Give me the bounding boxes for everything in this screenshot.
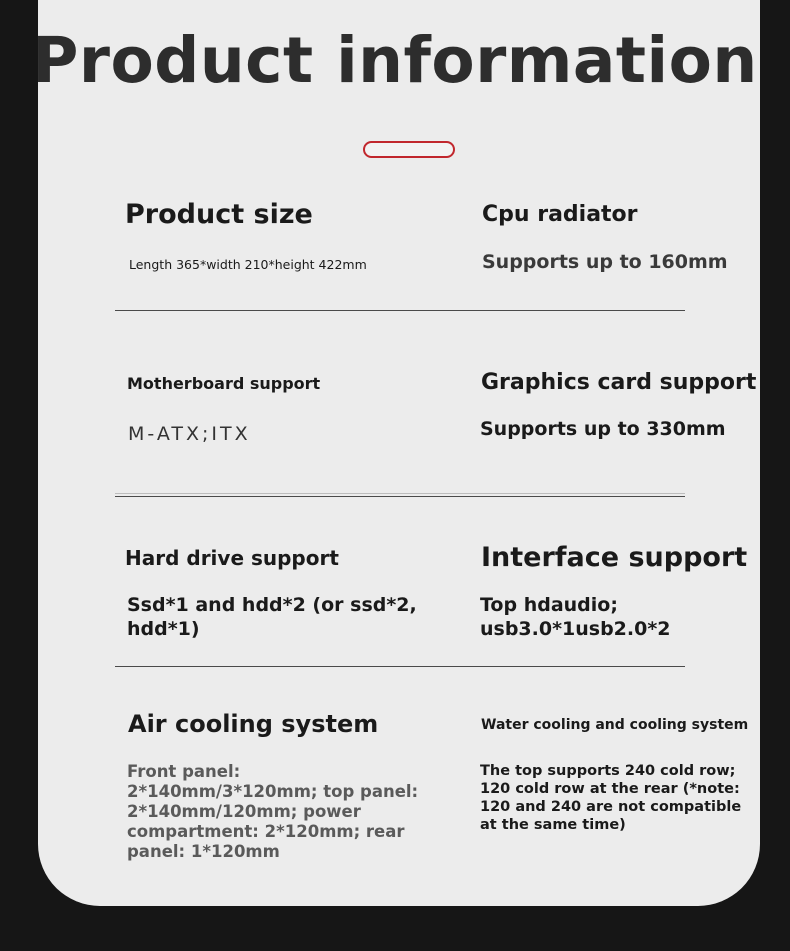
product-size-label: Product size	[125, 199, 313, 230]
hard-drive-label: Hard drive support	[125, 546, 339, 570]
product-size-value: Length 365*width 210*height 422mm	[129, 257, 367, 272]
interface-value: Top hdaudio; usb3.0*1usb2.0*2	[480, 594, 671, 640]
divider-2a	[115, 493, 685, 494]
water-cooling-label: Water cooling and cooling system	[481, 717, 749, 733]
title-divider-pill	[363, 141, 455, 158]
motherboard-label: Motherboard support	[127, 374, 321, 393]
divider-3	[115, 666, 685, 667]
air-cooling-value: Front panel: 2*140mm/3*120mm; top panel: 2*140mm/120mm; power compartment: 2*120mm; rear panel: 1*120mm	[127, 762, 419, 861]
cpu-radiator-value: Supports up to 160mm	[482, 251, 728, 273]
cpu-radiator-label: Cpu radiator	[482, 202, 638, 227]
motherboard-value: M-ATX;ITX	[128, 423, 251, 445]
hard-drive-value: Ssd*1 and hdd*2 (or ssd*2, hdd*1)	[127, 594, 417, 640]
divider-1	[115, 310, 685, 311]
graphics-label: Graphics card support	[481, 370, 757, 395]
page-title: Product information	[32, 24, 758, 97]
interface-label: Interface support	[481, 542, 748, 573]
graphics-value: Supports up to 330mm	[480, 418, 726, 440]
water-cooling-value: The top supports 240 cold row; 120 cold row at the rear (*note: 120 and 240 are not compatible at the same time)	[480, 763, 742, 833]
divider-2b	[115, 496, 685, 497]
air-cooling-label: Air cooling system	[128, 710, 379, 738]
